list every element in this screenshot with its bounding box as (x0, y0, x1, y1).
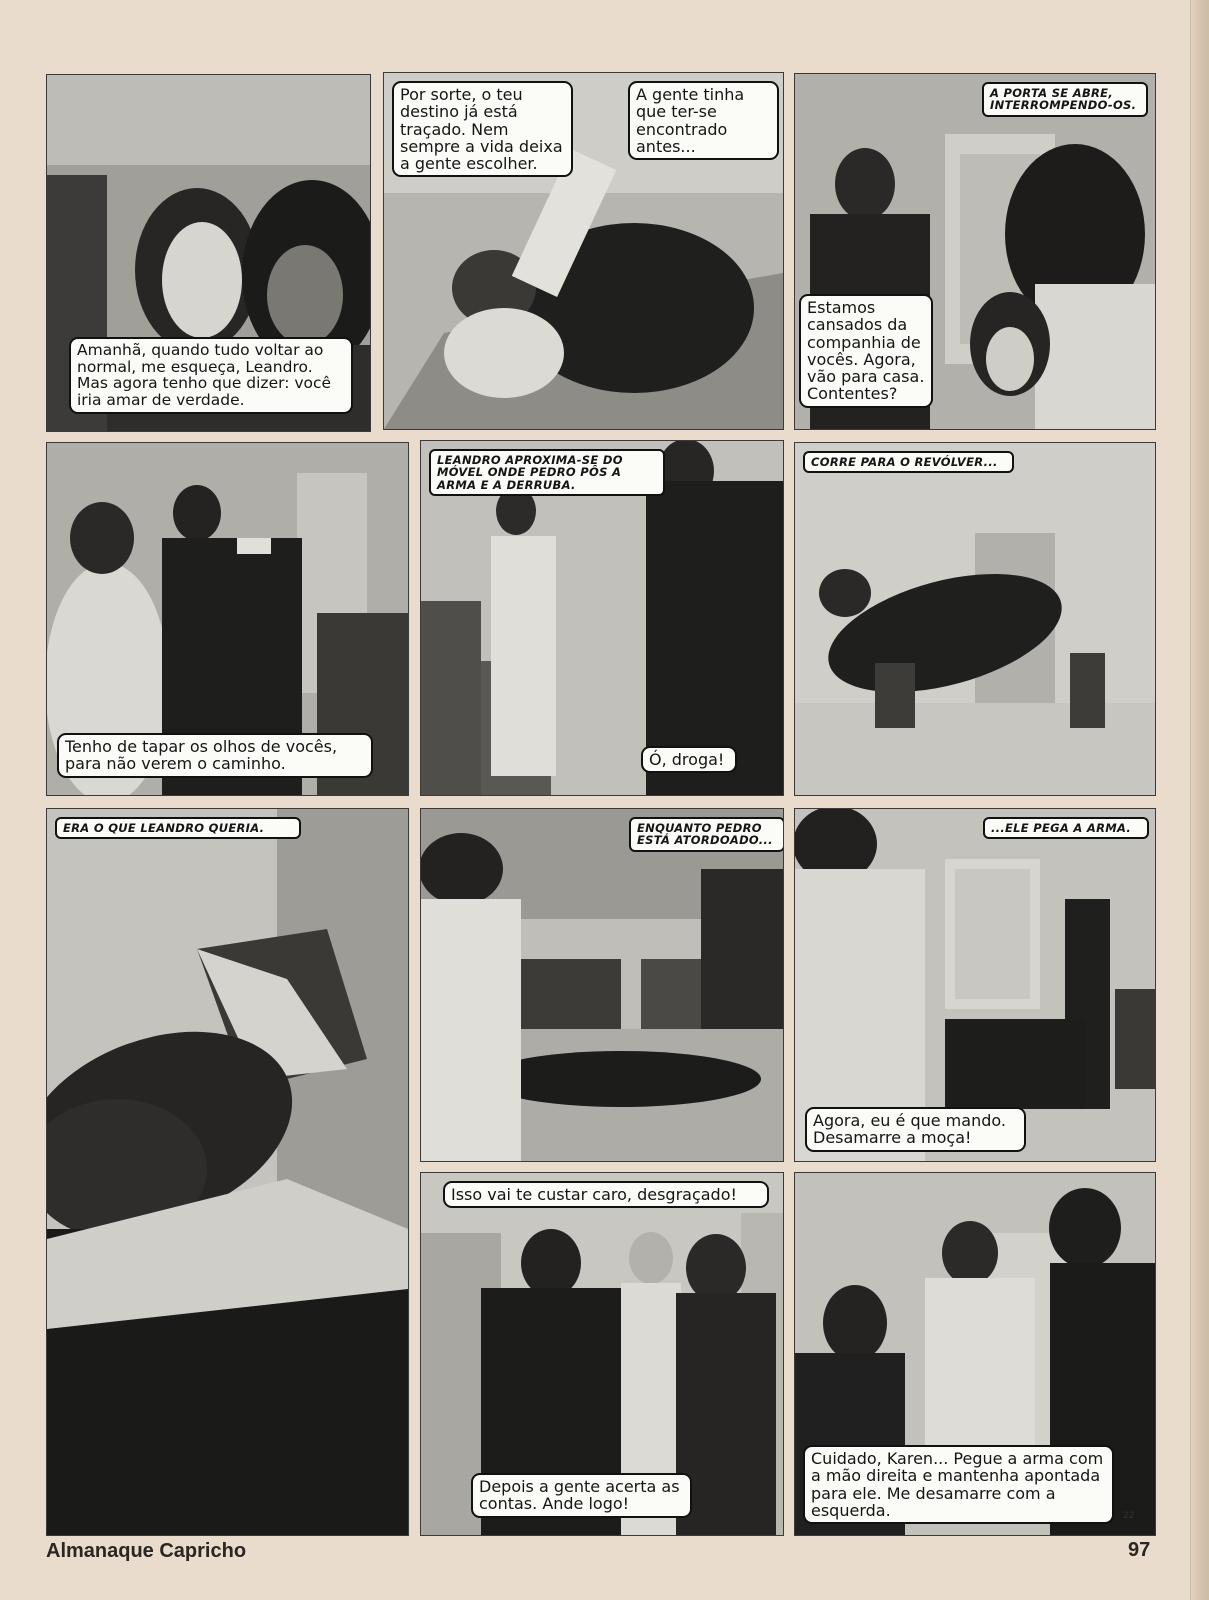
comic-panel-9 (794, 808, 1156, 1162)
comic-panel-4 (46, 442, 409, 796)
speech-bubble: A gente tinha que ter-se encontrado antes... (628, 81, 779, 160)
narration-caption: A PORTA SE ABRE, INTERROMPENDO-OS. (982, 82, 1148, 117)
comic-panel-6 (794, 442, 1156, 796)
page-number: 97 (1128, 1539, 1151, 1561)
speech-bubble: Isso vai te custar caro, desgraçado! (443, 1181, 769, 1208)
comic-panel-7 (46, 808, 409, 1536)
panel-photo (795, 443, 1155, 795)
page-edge (1190, 0, 1209, 1600)
comic-panel-10 (420, 1172, 784, 1536)
speech-bubble: Por sorte, o teu destino já está traçado. Nem sempre a vida deixa a gente escolher. (392, 81, 573, 177)
narration-caption: ...ELE PEGA A ARMA. (983, 817, 1149, 839)
comic-panel-5 (420, 440, 784, 796)
panel-photo (421, 809, 783, 1161)
comic-panel-1 (46, 74, 371, 432)
speech-bubble: Cuidado, Karen... Pegue a arma com a mão direita e mantenha apontada para ele. Me desamarre com a esquerda. (803, 1445, 1114, 1524)
comic-panel-8 (420, 808, 784, 1162)
comic-panel-11 (794, 1172, 1156, 1536)
speech-bubble: Estamos cansados da companhia de vocês. Agora, vão para casa. Contentes? (799, 294, 933, 408)
comic-panel-2 (383, 72, 784, 430)
narration-caption: LEANDRO APROXIMA-SE DO MÓVEL ONDE PEDRO PÔS A ARMA E A DERRUBA. (429, 449, 665, 496)
speech-bubble: Ó, droga! (641, 746, 737, 773)
speech-bubble: Amanhã, quando tudo voltar ao normal, me esqueça, Leandro. Mas agora tenho que dizer: você iria amar de verdade. (69, 337, 353, 414)
panel-number: 22 (1123, 1511, 1135, 1521)
comic-panel-3 (794, 73, 1156, 430)
narration-caption: ERA O QUE LEANDRO QUERIA. (55, 817, 301, 839)
narration-caption: ENQUANTO PEDRO ESTÁ ATORDOADO... (629, 817, 784, 852)
magazine-title: Almanaque Capricho (46, 1540, 247, 1562)
speech-bubble: Depois a gente acerta as contas. Ande logo! (471, 1473, 692, 1518)
panel-photo (47, 809, 408, 1535)
speech-bubble: Tenho de tapar os olhos de vocês, para não verem o caminho. (57, 733, 373, 778)
narration-caption: CORRE PARA O REVÓLVER... (803, 451, 1014, 473)
speech-bubble: Agora, eu é que mando. Desamarre a moça! (805, 1107, 1026, 1152)
